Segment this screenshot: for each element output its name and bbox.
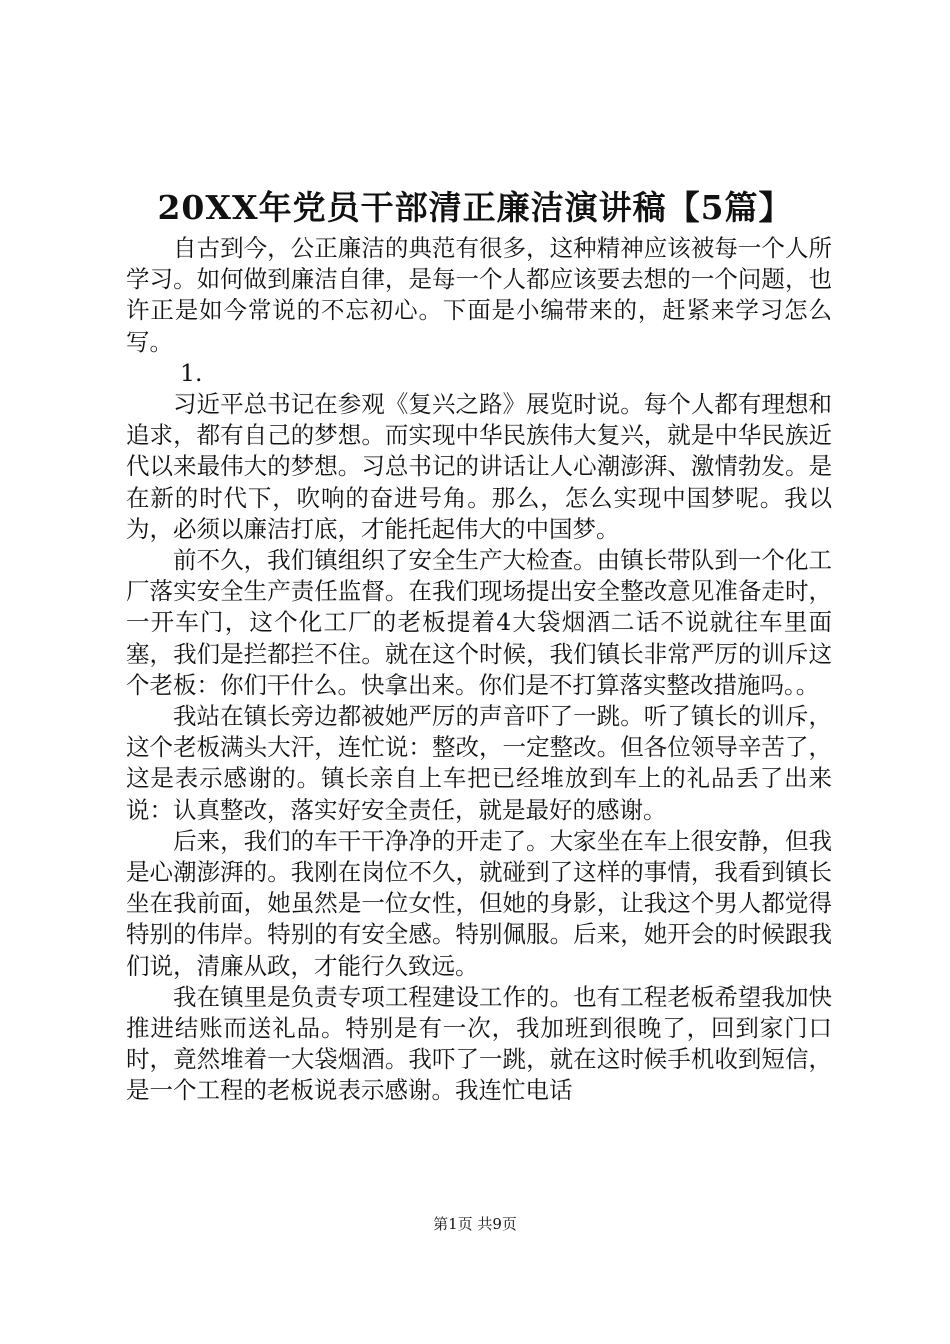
- body-paragraph: 习近平总书记在参观《复兴之路》展览时说。每个人都有理想和追求，都有自己的梦想。而实现中华民族伟大复兴，就是中华民族近代以来最伟大的梦想。习总书记的讲话让人心潮澎湃、激情勃发。是在新的时代下，吹响的奋进号角。那么，怎么实现中国梦呢。我以为，必须以廉洁打底，才能托起伟大的中国梦。: [126, 390, 832, 543]
- body-paragraph: 后来，我们的车干干净净的开走了。大家坐在车上很安静，但我是心潮澎湃的。我刚在岗位不久，就碰到了这样的事情，我看到镇长坐在我前面，她虽然是一位女性，但她的身影，让我这个男人都觉得特别的伟岸。特别的有安全感。特别佩服。后来，她开会的时候跟我们说，清廉从政，才能行久致远。: [126, 826, 832, 980]
- body-paragraph: 我站在镇长旁边都被她严厉的声音吓了一跳。听了镇长的训斥，这个老板满头大汗，连忙说：整改，一定整改。但各位领导辛苦了，这是表示感谢的。镇长亲自上车把已经堆放到车上的礼品丢了出来说：认真整改，落实好安全责任，就是最好的感谢。: [126, 702, 832, 824]
- document-title: 20XX年党员干部清正廉洁演讲稿【5篇】: [157, 188, 793, 227]
- document-body: [126, 233, 832, 1107]
- body-paragraph: 我在镇里是负责专项工程建设工作的。也有工程老板希望我加快推进结账而送礼品。特别是有一次，我加班到很晚了，回到家门口时，竟然堆着一大袋烟酒。我吓了一跳，就在这时候手机收到短信，是一个工程的老板说表示感谢。我连忙电话: [126, 982, 832, 1105]
- section-number: 1.: [180, 358, 203, 387]
- intro-paragraph: 自古到今，公正廉洁的典范有很多，这种精神应该被每一个人所学习。如何做到廉洁自律，是每一个人都应该要去想的一个问题，也许正是如今常说的不忘初心。下面是小编带来的，赶紧来学习怎么写。: [126, 234, 832, 356]
- body-paragraph: 前不久，我们镇组织了安全生产大检查。由镇长带队到一个化工厂落实安全生产责任监督。在我们现场提出安全整改意见准备走时，一开车门，这个化工厂的老板提着4大袋烟酒二话不说就往车里面塞，我们是拦都拦不住。就在这个时候，我们镇长非常严厉的训斥这个老板：你们干什么。快拿出来。你们是不打算落实整改措施吗。。: [126, 546, 832, 699]
- page-footer: 第1页 共9页: [433, 1215, 517, 1233]
